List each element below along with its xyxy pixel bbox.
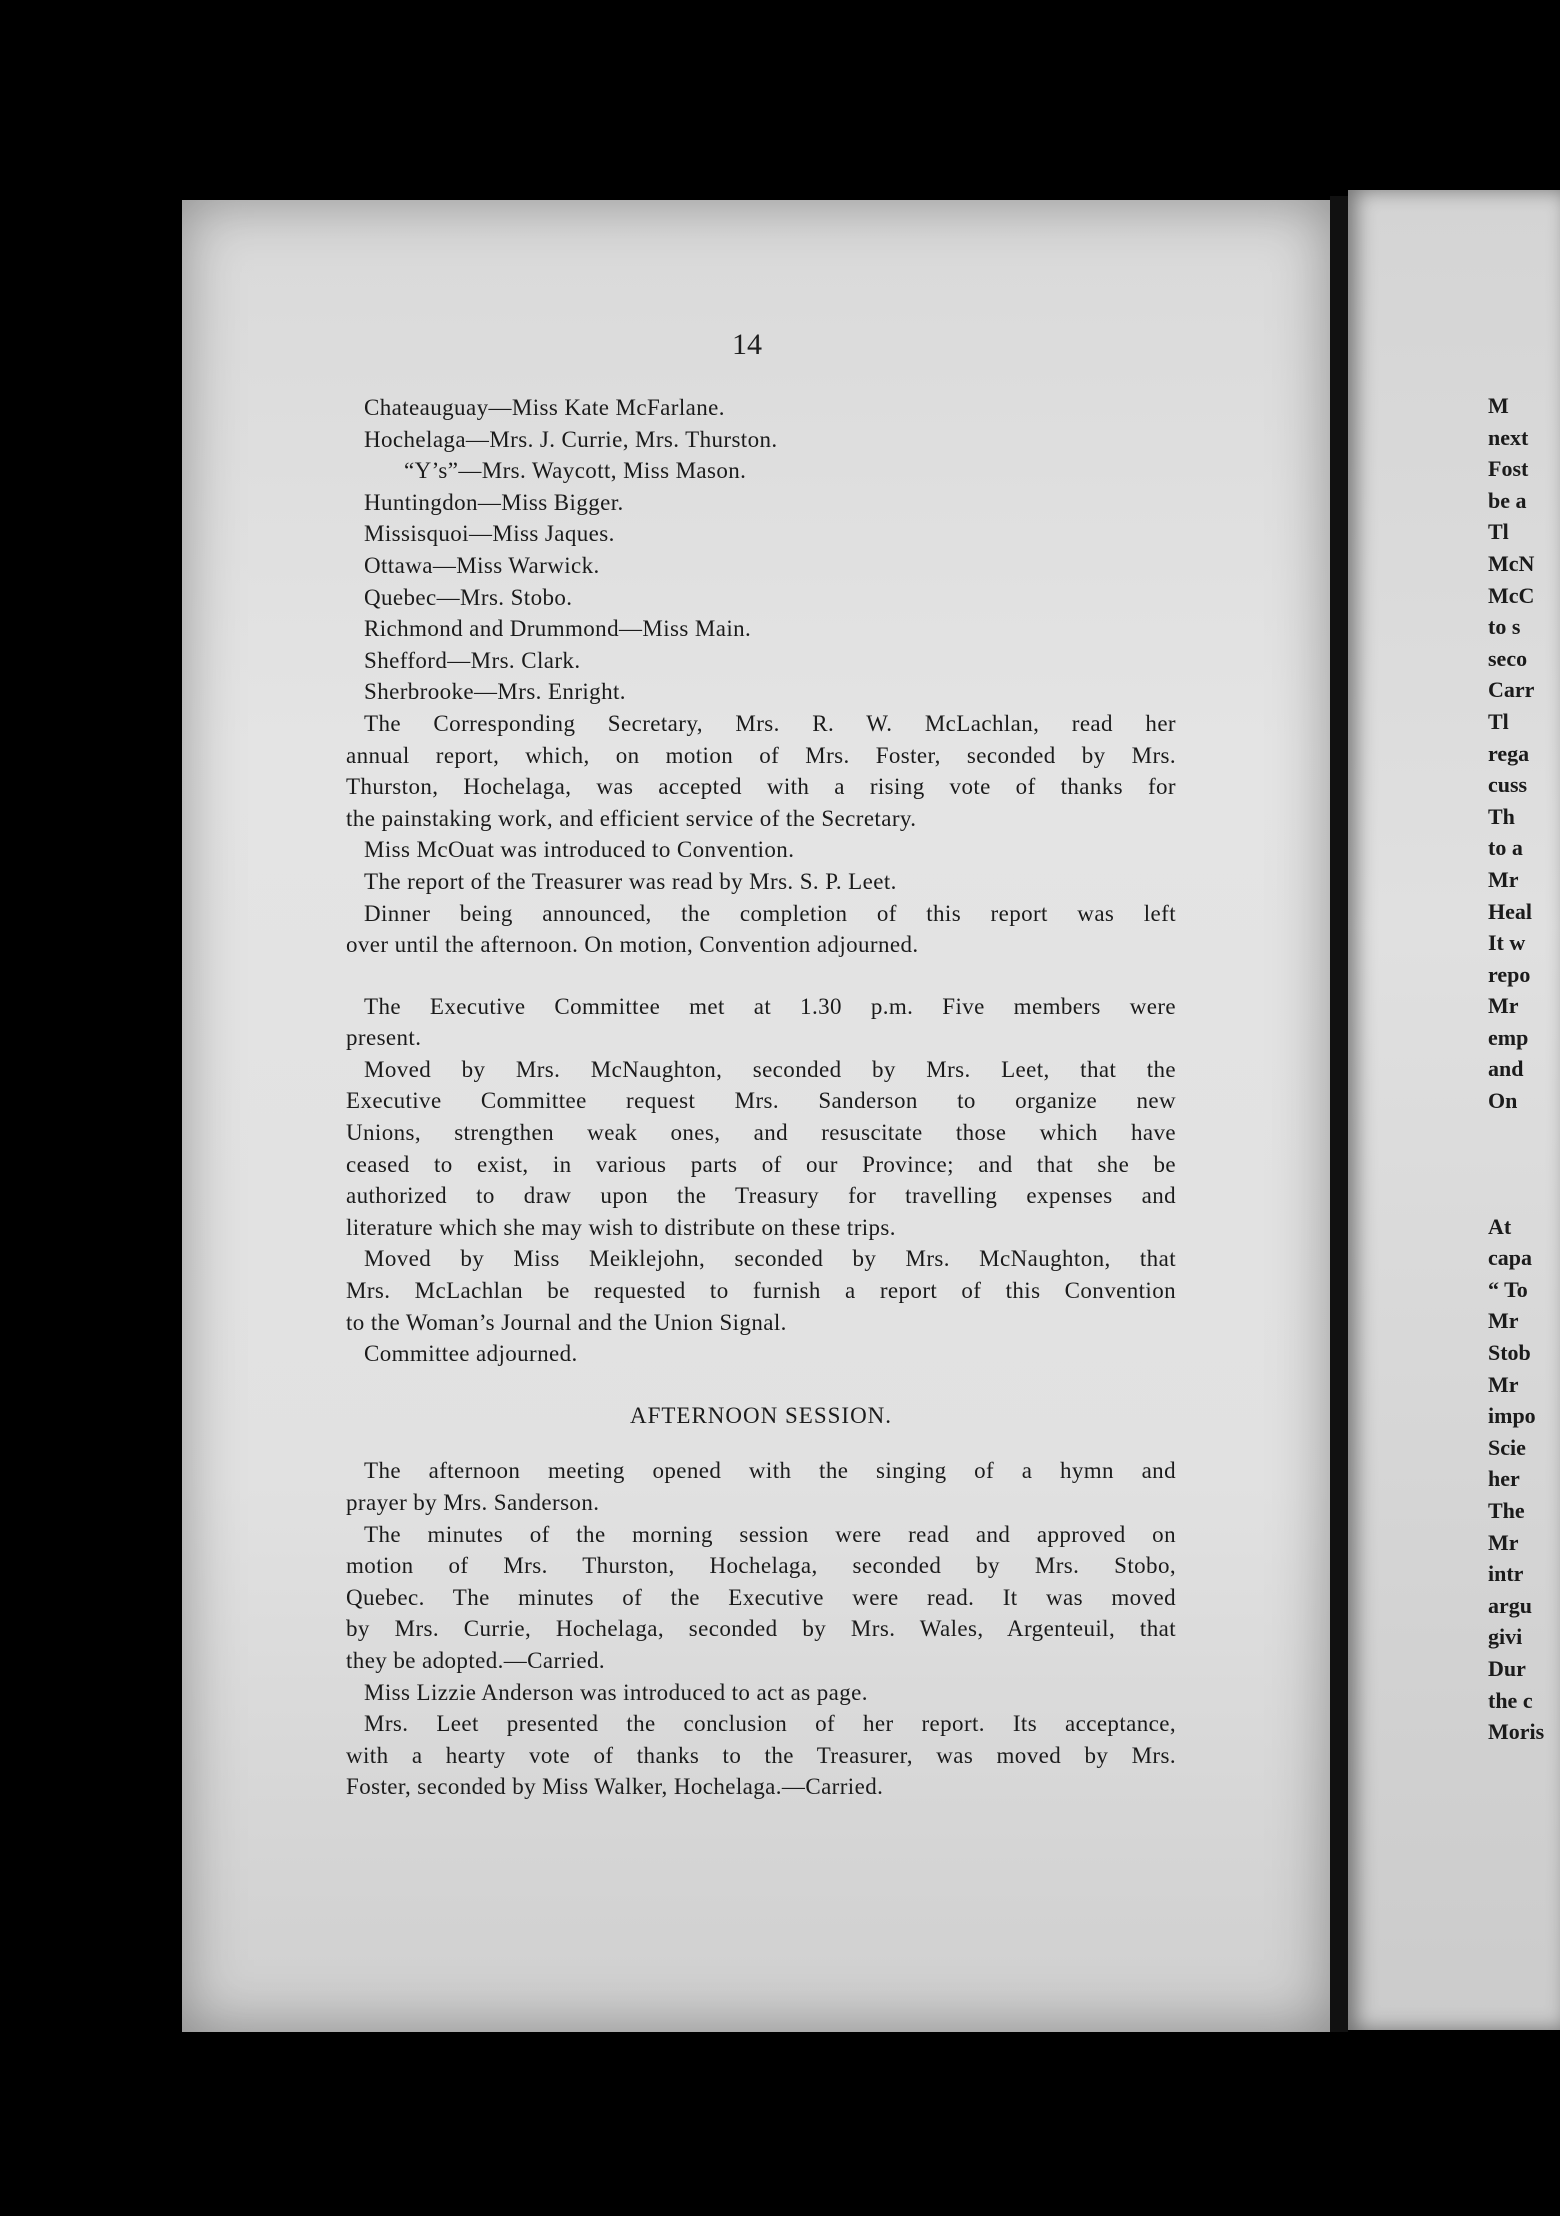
fragment-line: givi bbox=[1488, 1624, 1523, 1650]
text-line: with a hearty vote of thanks to the Treasurer, was moved by Mrs. bbox=[346, 1742, 1176, 1768]
fragment-line: Th bbox=[1488, 803, 1515, 829]
text-line: Committee adjourned. bbox=[364, 1341, 578, 1367]
text-line: ceased to exist, in various parts of our Province; and that she be bbox=[346, 1151, 1176, 1177]
fragment-line: rega bbox=[1488, 740, 1530, 766]
text-line: The minutes of the morning session were read and approved on bbox=[364, 1521, 1176, 1547]
text-line: Mrs. McLachlan be requested to furnish a report of this Convention bbox=[346, 1278, 1176, 1304]
fragment-line: Carr bbox=[1488, 677, 1535, 703]
text-line: The Corresponding Secretary, Mrs. R. W. McLachlan, read her bbox=[364, 710, 1176, 736]
fragment-line: capa bbox=[1488, 1245, 1532, 1271]
text-line: Dinner being announced, the completion of this report was left bbox=[364, 900, 1176, 926]
fragment-line: Scie bbox=[1488, 1434, 1526, 1460]
fragment-line: On bbox=[1488, 1088, 1518, 1114]
text-line: The afternoon meeting opened with the singing of a hymn and bbox=[364, 1458, 1176, 1484]
fragment-line: and bbox=[1488, 1056, 1524, 1082]
delegate-line: Chateauguay—Miss Kate McFarlane. bbox=[364, 395, 725, 420]
section-heading: AFTERNOON SESSION. bbox=[629, 1402, 893, 1428]
text-line: Executive Committee request Mrs. Sanderson to organize new bbox=[346, 1088, 1176, 1114]
fragment-line: “ To bbox=[1488, 1276, 1528, 1302]
fragment-line: McC bbox=[1488, 582, 1535, 608]
fragment-line: Heal bbox=[1488, 898, 1532, 924]
text-line: Mrs. Leet presented the conclusion of her report. Its acceptance, bbox=[364, 1711, 1176, 1737]
delegate-line: Missisquoi—Miss Jaques. bbox=[364, 521, 615, 547]
delegate-line: Quebec—Mrs. Stobo. bbox=[364, 584, 573, 610]
text-line: The report of the Treasurer was read by Mrs. S. P. Leet. bbox=[364, 868, 897, 894]
delegate-line: “Y’s”—Mrs. Waycott, Miss Mason. bbox=[404, 458, 747, 484]
text-line: present. bbox=[346, 1025, 422, 1051]
fragment-line: Stob bbox=[1488, 1340, 1531, 1366]
fragment-line: Mr bbox=[1488, 1371, 1519, 1397]
text-line: Miss McOuat was introduced to Convention. bbox=[364, 837, 795, 863]
fragment-line: Mr bbox=[1488, 993, 1519, 1019]
text-line: Moved by Mrs. McNaughton, seconded by Mrs. Leet, that the bbox=[364, 1056, 1176, 1082]
text-line: annual report, which, on motion of Mrs. Foster, seconded by Mrs. bbox=[346, 742, 1176, 768]
delegate-line: Huntingdon—Miss Bigger. bbox=[364, 489, 624, 515]
fragment-line: Mr bbox=[1488, 1308, 1519, 1334]
fragment-line: The bbox=[1488, 1498, 1525, 1523]
text-line: Quebec. The minutes of the Executive were read. It was moved bbox=[346, 1584, 1176, 1610]
text-line: they be adopted.—Carried. bbox=[346, 1647, 606, 1673]
fragment-line: Dur bbox=[1488, 1655, 1526, 1681]
text-line: prayer by Mrs. Sanderson. bbox=[346, 1490, 600, 1515]
text-line: The Executive Committee met at 1.30 p.m. Five members were bbox=[364, 993, 1176, 1019]
text-line: Miss Lizzie Anderson was introduced to act as page. bbox=[364, 1679, 868, 1705]
fragment-line: At bbox=[1488, 1213, 1512, 1239]
fragment-line: repo bbox=[1488, 961, 1531, 987]
fragment-line: to a bbox=[1488, 835, 1523, 861]
fragment-line: the c bbox=[1488, 1687, 1533, 1713]
fragment-line: next bbox=[1488, 424, 1529, 450]
fragment-line: impo bbox=[1488, 1403, 1536, 1429]
text-line: authorized to draw upon the Treasury for travelling expenses and bbox=[346, 1183, 1176, 1209]
fragment-line: seco bbox=[1488, 645, 1528, 671]
text-line: over until the afternoon. On motion, Convention adjourned. bbox=[346, 932, 919, 958]
fragment-line: intr bbox=[1488, 1561, 1524, 1587]
fragment-line: her bbox=[1488, 1466, 1520, 1492]
book-gutter bbox=[1330, 196, 1348, 2032]
fragment-line: cuss bbox=[1488, 772, 1528, 798]
fragment-line: Mr bbox=[1488, 866, 1519, 892]
text-line: to the Woman’s Journal and the Union Signal. bbox=[346, 1309, 787, 1335]
delegate-line: Richmond and Drummond—Miss Main. bbox=[364, 616, 752, 642]
delegate-line: Hochelaga—Mrs. J. Currie, Mrs. Thurston. bbox=[364, 426, 778, 452]
fragment-line: to s bbox=[1488, 614, 1521, 640]
text-line: by Mrs. Currie, Hochelaga, seconded by Mrs. Wales, Argenteuil, that bbox=[346, 1616, 1176, 1642]
page-number: 14 bbox=[732, 328, 762, 361]
delegate-line: Sherbrooke—Mrs. Enright. bbox=[364, 679, 626, 705]
fragment-line: emp bbox=[1488, 1024, 1529, 1050]
fragment-line: argu bbox=[1488, 1592, 1532, 1618]
text-line: Unions, strengthen weak ones, and resuscitate those which have bbox=[346, 1120, 1176, 1146]
fragment-line: be a bbox=[1488, 487, 1527, 513]
fragment-line: Mr bbox=[1488, 1529, 1519, 1555]
fragment-line: Fost bbox=[1488, 456, 1529, 482]
delegate-line: Ottawa—Miss Warwick. bbox=[364, 552, 600, 578]
fragment-line: Moris bbox=[1488, 1719, 1545, 1745]
page-body bbox=[346, 392, 1176, 1803]
fragment-line: It w bbox=[1488, 930, 1526, 956]
text-line: motion of Mrs. Thurston, Hochelaga, seconded by Mrs. Stobo, bbox=[346, 1553, 1176, 1579]
fragment-line: M bbox=[1488, 393, 1509, 418]
delegate-line: Shefford—Mrs. Clark. bbox=[364, 647, 581, 673]
fragment-line: McN bbox=[1488, 550, 1535, 576]
text-line: Thurston, Hochelaga, was accepted with a rising vote of thanks for bbox=[346, 774, 1176, 800]
text-line: Moved by Miss Meiklejohn, seconded by Mrs. McNaughton, that bbox=[364, 1246, 1176, 1272]
fragment-line: Tl bbox=[1488, 519, 1509, 545]
text-line: the painstaking work, and efficient service of the Secretary. bbox=[346, 805, 917, 831]
fragment-line: Tl bbox=[1488, 708, 1509, 734]
text-line: Foster, seconded by Miss Walker, Hochelaga.—Carried. bbox=[346, 1774, 884, 1800]
text-line: literature which she may wish to distribute on these trips. bbox=[346, 1214, 896, 1240]
right-page-fragments bbox=[1488, 390, 1560, 1748]
